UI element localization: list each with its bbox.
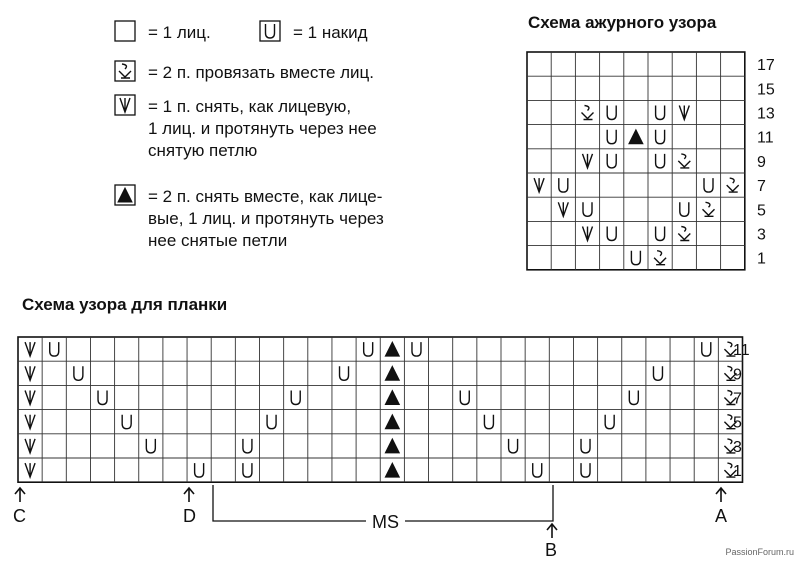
openwork-row-number: 11 — [757, 129, 774, 147]
marker-arrow — [184, 488, 194, 502]
openwork-row-number: 1 — [757, 250, 766, 268]
legend-ssk-text: = 1 п. снять, как лицевую, 1 лиц. и протянуть через нее снятую петлю — [148, 97, 377, 160]
openwork-row-number: 7 — [757, 178, 766, 196]
band-row-number: 5 — [733, 414, 742, 432]
band-row-number: 1 — [733, 463, 742, 481]
openwork-row-number: 3 — [757, 226, 766, 244]
marker-a: A — [715, 506, 728, 526]
openwork-row-number: 9 — [757, 153, 766, 171]
band-row-number: 7 — [733, 390, 742, 408]
legend-ssk-icon — [115, 95, 135, 115]
repeat-label-ms: MS — [366, 512, 405, 533]
band-row-number: 3 — [733, 438, 742, 456]
grid-frame — [527, 52, 745, 270]
openwork-row-number: 5 — [757, 202, 766, 220]
marker-arrow — [547, 524, 557, 538]
band-chart-title: Схема узора для планки — [22, 295, 228, 314]
legend-yarn-over-icon — [260, 21, 280, 41]
band-row-number: 11 — [733, 342, 750, 360]
marker-d: D — [183, 506, 196, 526]
marker-b: B — [545, 540, 558, 560]
band-row-number: 9 — [733, 366, 742, 384]
legend-k2tog-icon — [115, 61, 135, 81]
band-chart-grid — [18, 337, 750, 482]
legend-knit-text: = 1 лиц. — [148, 23, 211, 42]
openwork-row-number: 17 — [757, 57, 775, 75]
legend-yarn-over-text: = 1 накид — [293, 23, 368, 42]
marker-arrow — [716, 488, 726, 502]
marker-arrow — [15, 488, 25, 502]
openwork-row-number: 15 — [757, 81, 775, 99]
legend-knit-icon — [115, 21, 135, 41]
legend-k2tog-text: = 2 п. провязать вместе лиц. — [148, 63, 375, 82]
marker-c: C — [13, 506, 26, 526]
openwork-chart-title: Схема ажурного узора — [528, 13, 717, 32]
legend-double-decrease-icon — [115, 185, 135, 205]
legend-double-decrease-text: = 2 п. снять вместе, как лице- вые, 1 лиц. и протянуть через нее снятые петли — [148, 187, 384, 250]
openwork-row-number: 13 — [757, 105, 775, 123]
openwork-chart-grid — [527, 52, 775, 270]
watermark: PassionForum.ru — [725, 547, 794, 557]
